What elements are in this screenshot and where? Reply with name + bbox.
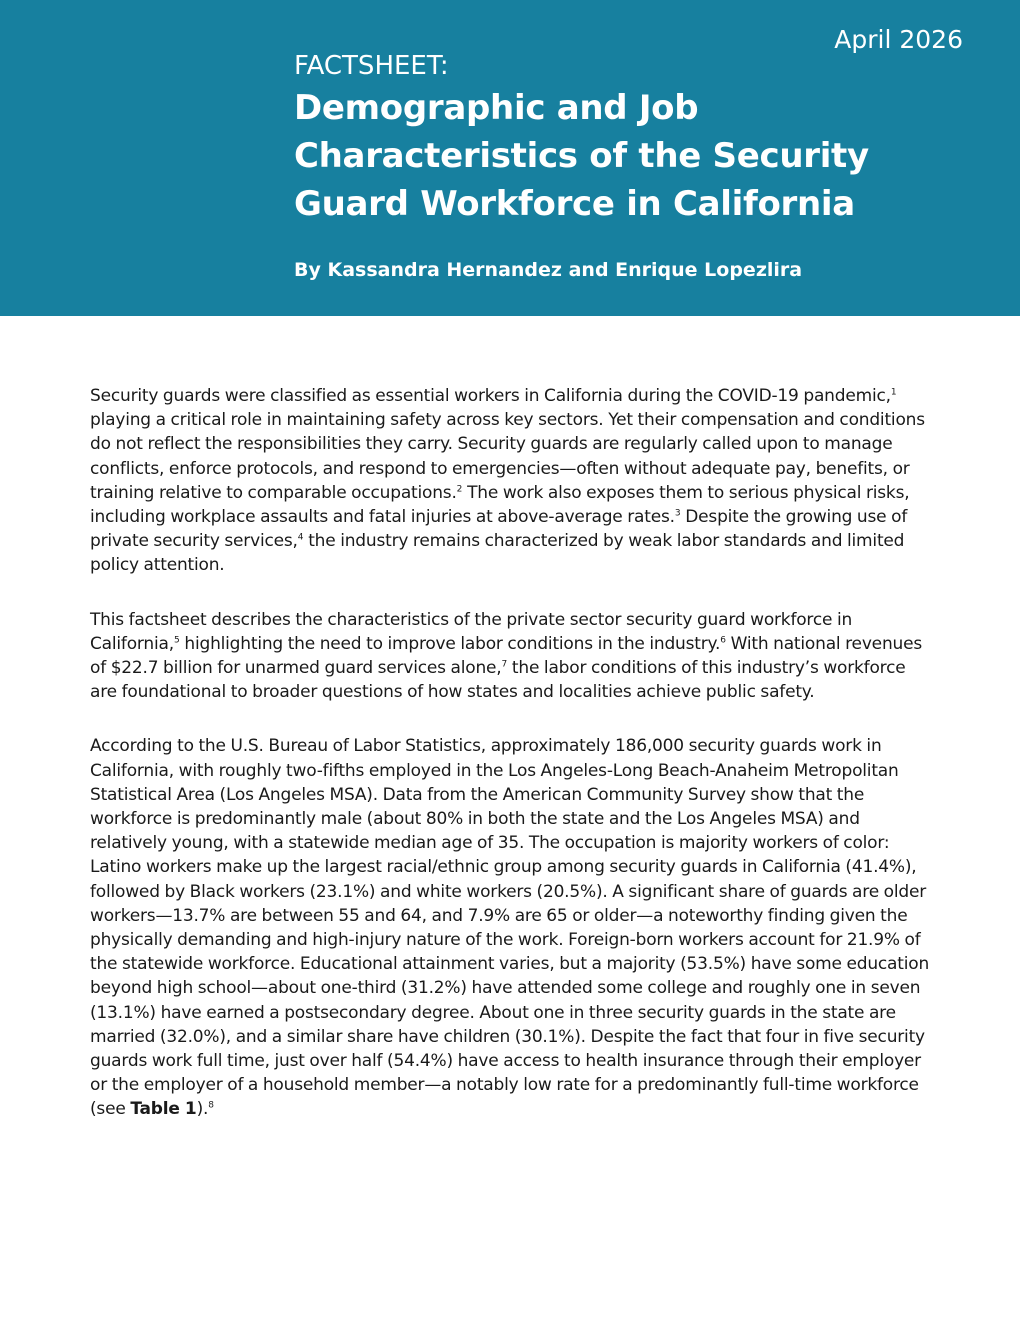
paragraph-text: the labor conditions of this industry’s workforce are foundational to broader questions of how states and localities achieve public safety. bbox=[90, 658, 906, 703]
document-title: Demographic and Job Characteristics of the Security Guard Workforce in California bbox=[294, 88, 869, 224]
paragraph-text: Security guards were classified as essential workers in California during the COVID-19 pandemic, bbox=[90, 386, 891, 406]
author-byline: By Kassandra Hernandez and Enrique Lopezlira bbox=[294, 259, 803, 281]
body-text bbox=[90, 384, 935, 1152]
paragraph-text: With national revenues of $22.7 billion for unarmed guard services alone, bbox=[90, 633, 923, 679]
footnote-ref[interactable]: 5 bbox=[173, 635, 180, 646]
header-banner bbox=[0, 0, 1020, 316]
paragraph-text: ). bbox=[196, 1099, 209, 1120]
footnote-ref[interactable]: 2 bbox=[456, 484, 463, 495]
paragraph-text: the industry remains characterized by weak labor standards and limited policy attention. bbox=[90, 531, 905, 576]
footnote-ref[interactable]: 8 bbox=[208, 1100, 214, 1111]
footnote-ref[interactable]: 6 bbox=[720, 635, 726, 646]
paragraph-intro bbox=[90, 384, 935, 578]
footnote-ref[interactable]: 3 bbox=[674, 508, 681, 519]
paragraph-text: highlighting the need to improve labor conditions in the industry. bbox=[179, 633, 721, 654]
paragraph-purpose bbox=[90, 608, 935, 705]
table-reference-link[interactable]: Table 1 bbox=[130, 1099, 197, 1120]
paragraph-text: According to the U.S. Bureau of Labor Statistics, approximately 186,000 security guards work in California, with roughly two-fifths employed in the Los Angeles-Long Beach-Anaheim Metropolitan Statistical Area (Los Angeles MSA). Data from the American Community Survey show that the workforce is predominantly male (about 80% in both the state and the Los Angeles MSA) and relatively young, with a statewide median age of 35. The occupation is majority workers of color: Latino workers make up the largest racial/ethnic group among security guards in California (41.4%), followed by Black workers (23.1%) and white workers (20.5%). A significant share of guards are older workers—13.7% are between 55 and 64, and 7.9% are 65 or older—a noteworthy finding given the physically demanding and high-injury nature of the work. Foreign-born workers account for 21.9% of the statewide workforce. Educational attainment varies, but a majority (53.5%) have some education beyond high school—about one-third (31.2%) have attended some college and roughly one in seven (13.1%) have earned a postsecondary degree. About one in three security guards in the state are married (32.0%), and a similar share have children (30.1%). Despite the fact that four in five security guards work full time, just over half (54.4%) have access to health insurance through their employer or the employer of a household member—a notably low rate for a predominantly full-time workforce (see bbox=[90, 736, 930, 1120]
paragraph-findings bbox=[90, 734, 935, 1121]
paragraph-text: playing a critical role in maintaining safety across key sectors. Yet their compensation and conditions do not reflect the responsibilities they carry. Security guards are regularly called upon to manage conflicts, enforce protocols, and respond to emergencies—often without adequate pay, benefits, or training relative to comparable occupations. bbox=[90, 410, 925, 503]
paragraph-text: The work also exposes them to serious physical risks, including workplace assaults and fatal injuries at above-average rates. bbox=[90, 482, 910, 528]
footnote-ref[interactable]: 4 bbox=[297, 532, 304, 543]
footnote-ref[interactable]: 7 bbox=[501, 659, 508, 670]
document-type-label: FACTSHEET: bbox=[294, 51, 449, 81]
footnote-ref[interactable]: 1 bbox=[890, 387, 897, 398]
publication-date: April 2026 bbox=[834, 25, 963, 54]
paragraph-text: This factsheet describes the characteristics of the private sector security guard workforce in California, bbox=[90, 609, 853, 654]
paragraph-text: Despite the growing use of private security services, bbox=[90, 507, 908, 552]
